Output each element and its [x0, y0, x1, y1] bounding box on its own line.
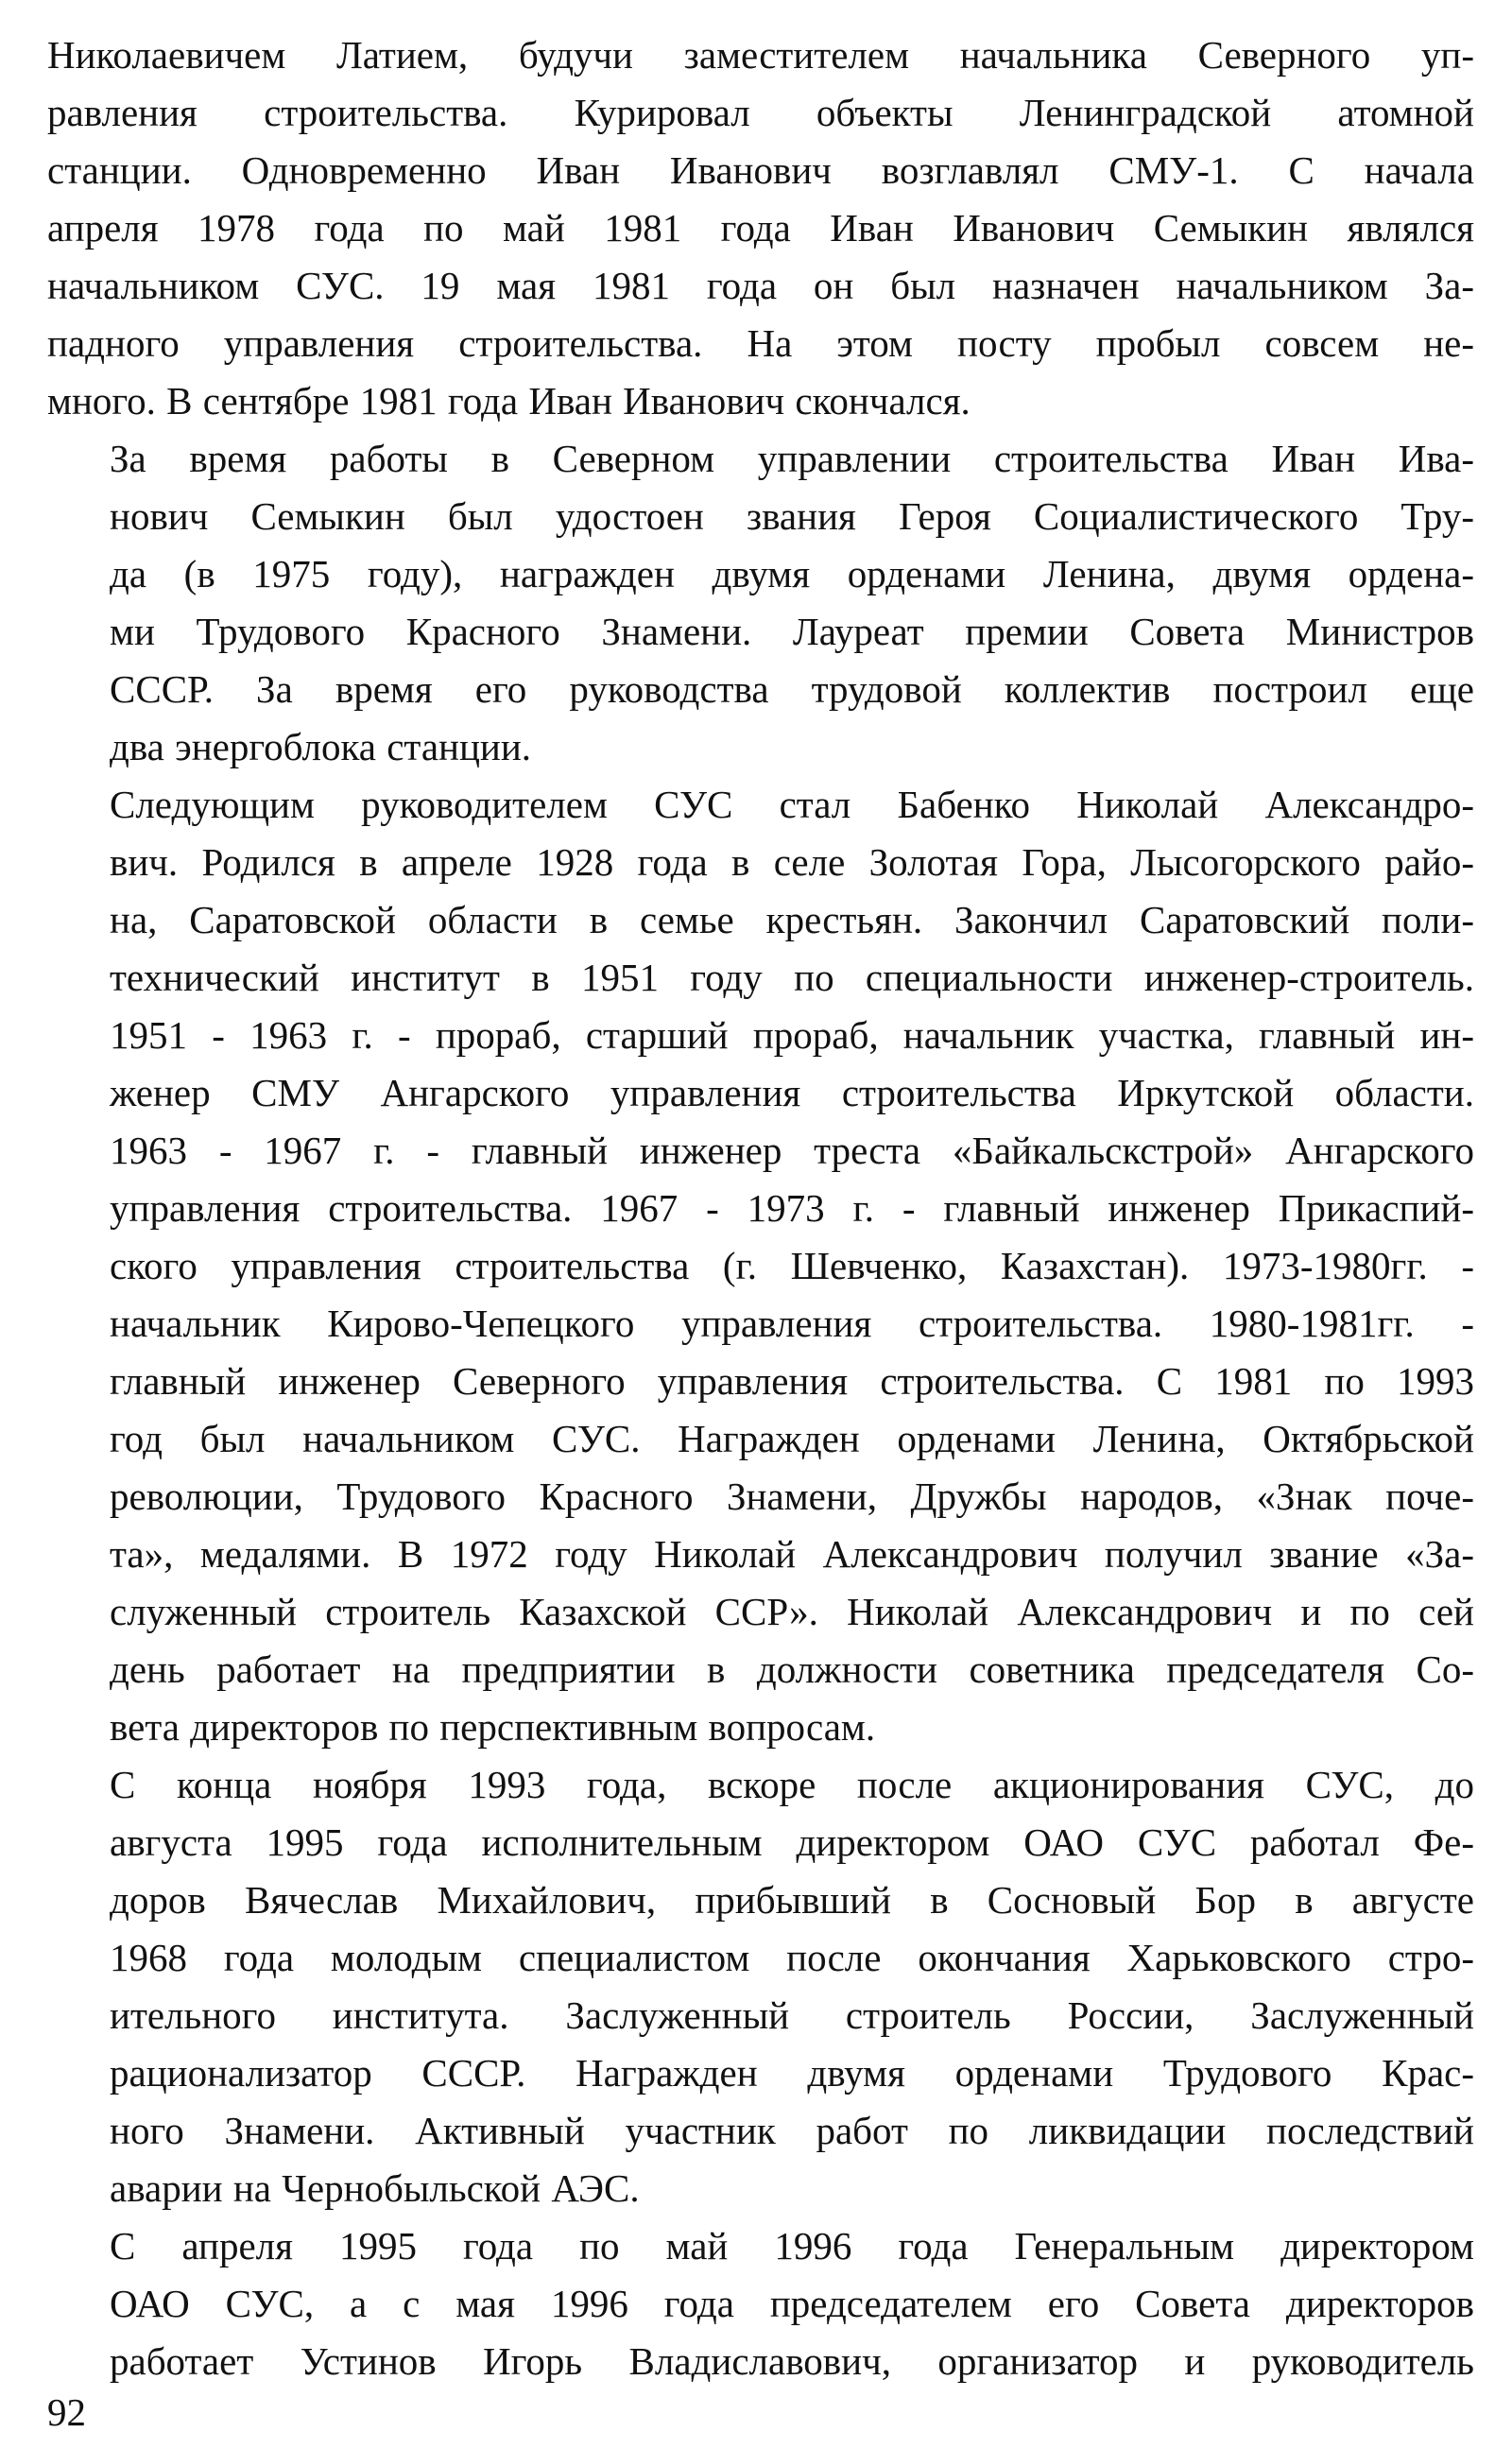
text-line: аварии на Чернобыльской АЭС.: [110, 2166, 640, 2210]
text-line: СССР. За время его руководства трудовой коллектив построил еще: [110, 667, 1474, 711]
paragraph-1: [47, 26, 1474, 430]
text-line: С конца ноября 1993 года, вскоре после акционирования СУС, до: [110, 1763, 1474, 1806]
text-line: ского управления строительства (г. Шевченко, Казахстан). 1973-1980гг. -: [110, 1244, 1474, 1287]
paragraph-4: [47, 1756, 1474, 2217]
text-line: августа 1995 года исполнительным директором ОАО СУС работал Фе-: [110, 1820, 1474, 1864]
text-line: два энергоблока станции.: [110, 725, 532, 768]
text-line: За время работы в Северном управлении строительства Иван Ива-: [110, 437, 1474, 480]
text-line: вета директоров по перспективным вопросам.: [110, 1705, 876, 1749]
text-line: та», медалями. В 1972 году Николай Александрович получил звание «За-: [110, 1532, 1474, 1576]
text-line: 1963 - 1967 г. - главный инженер треста «Байкальскстрой» Ангарского: [110, 1129, 1474, 1172]
text-line: ного Знамени. Активный участник работ по ликвидации последствий: [110, 2109, 1474, 2152]
text-line: ительного института. Заслуженный строитель России, Заслуженный: [110, 1993, 1474, 2037]
text-line: С апреля 1995 года по май 1996 года Генеральным директором: [110, 2224, 1474, 2268]
text-line: 1951 - 1963 г. - прораб, старший прораб, начальник участка, главный ин-: [110, 1013, 1474, 1057]
paragraph-3: [47, 776, 1474, 1756]
text-line: много. В сентябре 1981 года Иван Иванович скончался.: [47, 379, 971, 423]
text-line: равления строительства. Курировал объекты Ленинградской атомной: [47, 91, 1474, 134]
page-body: [47, 26, 1474, 2390]
text-line: революции, Трудового Красного Знамени, Дружбы народов, «Знак поче-: [110, 1475, 1474, 1518]
text-line: работает Устинов Игорь Владиславович, организатор и руководитель: [110, 2339, 1474, 2383]
text-line: начальник Кирово-Чепецкого управления строительства. 1980-1981гг. -: [110, 1302, 1474, 1345]
text-line: станции. Одновременно Иван Иванович возглавлял СМУ-1. С начала: [47, 148, 1474, 192]
text-line: доров Вячеслав Михайлович, прибывший в Сосновый Бор в августе: [110, 1878, 1474, 1922]
text-line: день работает на предприятии в должности советника председателя Со-: [110, 1647, 1474, 1691]
text-line: 1968 года молодым специалистом после окончания Харьковского стро-: [110, 1936, 1474, 1979]
paragraph-5: [47, 2217, 1474, 2390]
text-line: Николаевичем Латием, будучи заместителем начальника Северного уп-: [47, 33, 1474, 77]
text-line: вич. Родился в апреле 1928 года в селе Золотая Гора, Лысогорского райо-: [110, 840, 1474, 884]
text-line: год был начальником СУС. Награжден орденами Ленина, Октябрьской: [110, 1417, 1474, 1460]
text-line: ОАО СУС, а с мая 1996 года председателем его Совета директоров: [110, 2282, 1474, 2325]
text-line: апреля 1978 года по май 1981 года Иван Иванович Семыкин являлся: [47, 206, 1474, 250]
text-line: да (в 1975 году), награжден двумя орденами Ленина, двумя ордена-: [110, 552, 1474, 595]
text-line: женер СМУ Ангарского управления строительства Иркутской области.: [110, 1071, 1474, 1114]
text-line: ми Трудового Красного Знамени. Лауреат премии Совета Министров: [110, 610, 1474, 653]
text-line: на, Саратовской области в семье крестьян. Закончил Саратовский поли-: [110, 898, 1474, 941]
text-line: нович Семыкин был удостоен звания Героя Социалистического Тру-: [110, 494, 1474, 538]
text-line: технический институт в 1951 году по специальности инженер-строитель.: [110, 956, 1474, 999]
text-line: Следующим руководителем СУС стал Бабенко Николай Александро-: [110, 783, 1474, 826]
text-line: служенный строитель Казахской ССР». Николай Александрович и по сей: [110, 1590, 1474, 1633]
text-line: начальником СУС. 19 мая 1981 года он был назначен начальником За-: [47, 264, 1474, 307]
text-line: рационализатор СССР. Награжден двумя орденами Трудового Крас-: [110, 2051, 1474, 2095]
text-line: управления строительства. 1967 - 1973 г. - главный инженер Прикаспий-: [110, 1186, 1474, 1230]
text-line: главный инженер Северного управления строительства. С 1981 по 1993: [110, 1359, 1474, 1403]
text-line: падного управления строительства. На этом посту пробыл совсем не-: [47, 321, 1474, 365]
page-number: 92: [47, 2390, 86, 2434]
paragraph-2: [47, 430, 1474, 776]
